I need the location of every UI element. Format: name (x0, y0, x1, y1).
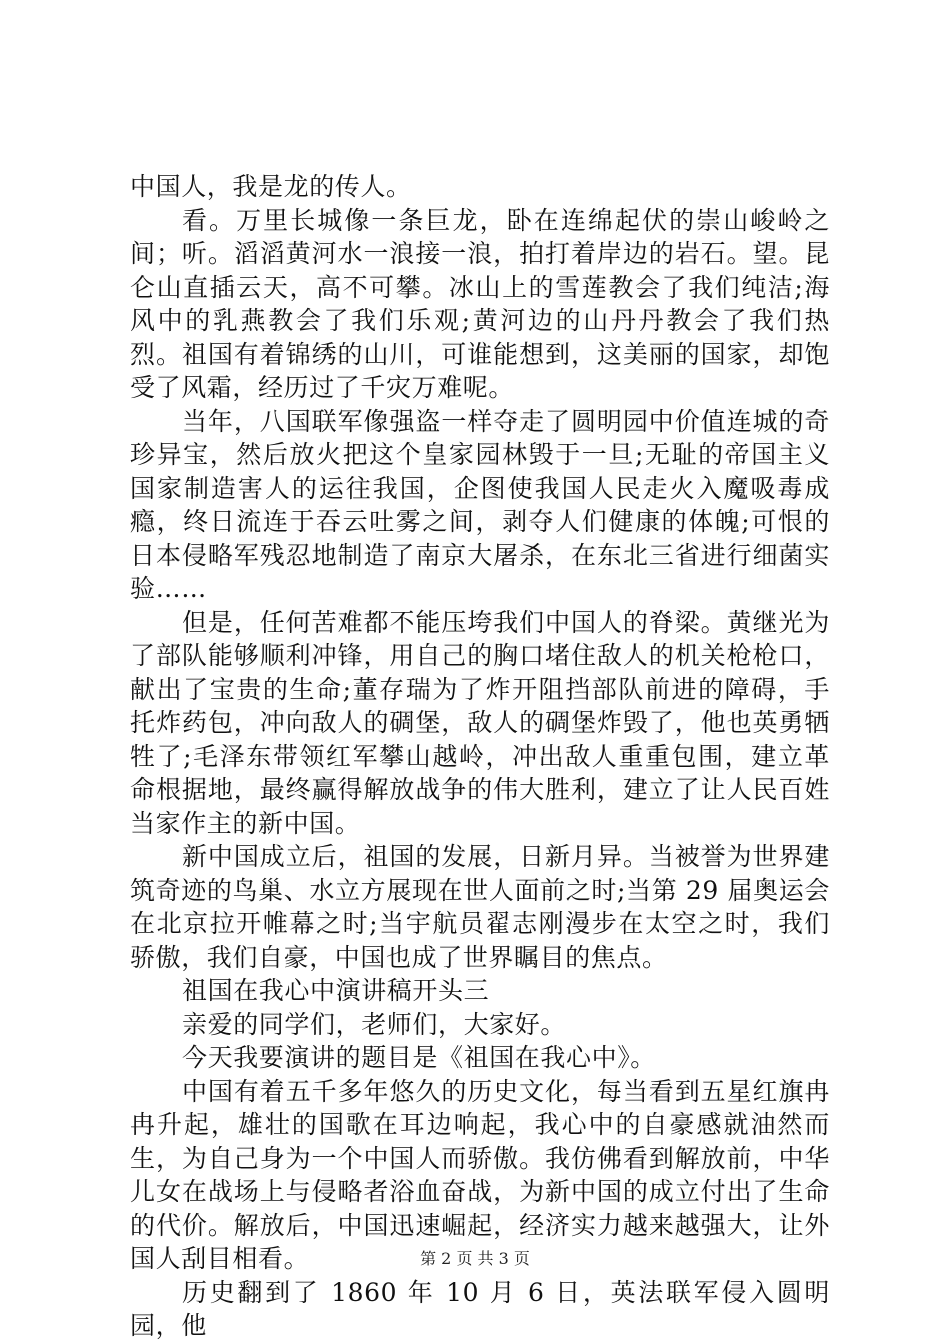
speech-title-line: 今天我要演讲的题目是《祖国在我心中》。 (182, 1043, 656, 1072)
paragraph-9: 中国有着五千多年悠久的历史文化，每当看到五星红旗冉冉升起，雄壮的国歌在耳边响起，我心中的自豪感就油然而生，为自己身为一个中国人而骄傲。我仿佛看到解放前，中华儿女在战场上与侵略者浴血奋战，为新中国的成立付出了生命的代价。解放后，中国迅速崛起，经济实力越来越强大，让外国人刮目相看。 (130, 1076, 830, 1273)
document-body (130, 170, 830, 1343)
paragraph-2: 看。万里长城像一条巨龙，卧在连绵起伏的崇山峻岭之间；听。滔滔黄河水一浪接一浪，拍打着岸边的岩石。望。昆仑山直插云天，高不可攀。冰山上的雪莲教会了我们纯洁;海风中的乳燕教会了我们乐观;黄河边的山丹丹教会了我们热烈。祖国有着锦绣的山川，可谁能想到，这美丽的国家，却饱受了风霜，经历过了千灾万难呢。 (130, 205, 830, 402)
paragraph-4: 但是，任何苦难都不能压垮我们中国人的脊梁。黄继光为了部队能够顺利冲锋，用自己的胸口堵住敌人的机关枪枪口，献出了宝贵的生命;董存瑞为了炸开阻挡部队前进的障碍，手托炸药包，冲向敌人的碉堡，敌人的碉堡炸毁了，他也英勇牺牲了;毛泽东带领红军攀山越岭，冲出敌人重重包围，建立革命根据地，最终赢得解放战争的伟大胜利，建立了让人民百姓当家作主的新中国。 (130, 607, 830, 838)
section-heading: 祖国在我心中演讲稿开头三 (182, 976, 490, 1005)
paragraph-5: 新中国成立后，祖国的发展，日新月异。当被誉为世界建筑奇迹的鸟巢、水立方展现在世人面前之时;当第 29 届奥运会在北京拉开帷幕之时;当宇航员翟志刚漫步在太空之时，我们骄傲，我们自豪，中国也成了世界瞩目的焦点。 (130, 842, 830, 972)
paragraph-3: 当年，八国联军像强盗一样夺走了圆明园中价值连城的奇珍异宝，然后放火把这个皇家园林毁于一旦;无耻的帝国主义国家制造害人的运往我国，企图使我国人民走火入魔吸毒成瘾，终日流连于吞云吐雾之间，剥夺人们健康的体魄;可恨的日本侵略军残忍地制造了南京大屠杀，在东北三省进行细菌实验…… (130, 406, 830, 603)
greeting-line: 亲爱的同学们，老师们，大家好。 (182, 1009, 567, 1039)
paragraph-10: 历史翻到了 1860 年 10 月 6 日，英法联军侵入圆明园，他 (130, 1277, 830, 1340)
page-footer: 第 2 页 共 3 页 (420, 1249, 530, 1268)
paragraph-1: 中国人，我是龙的传人。 (130, 172, 412, 201)
